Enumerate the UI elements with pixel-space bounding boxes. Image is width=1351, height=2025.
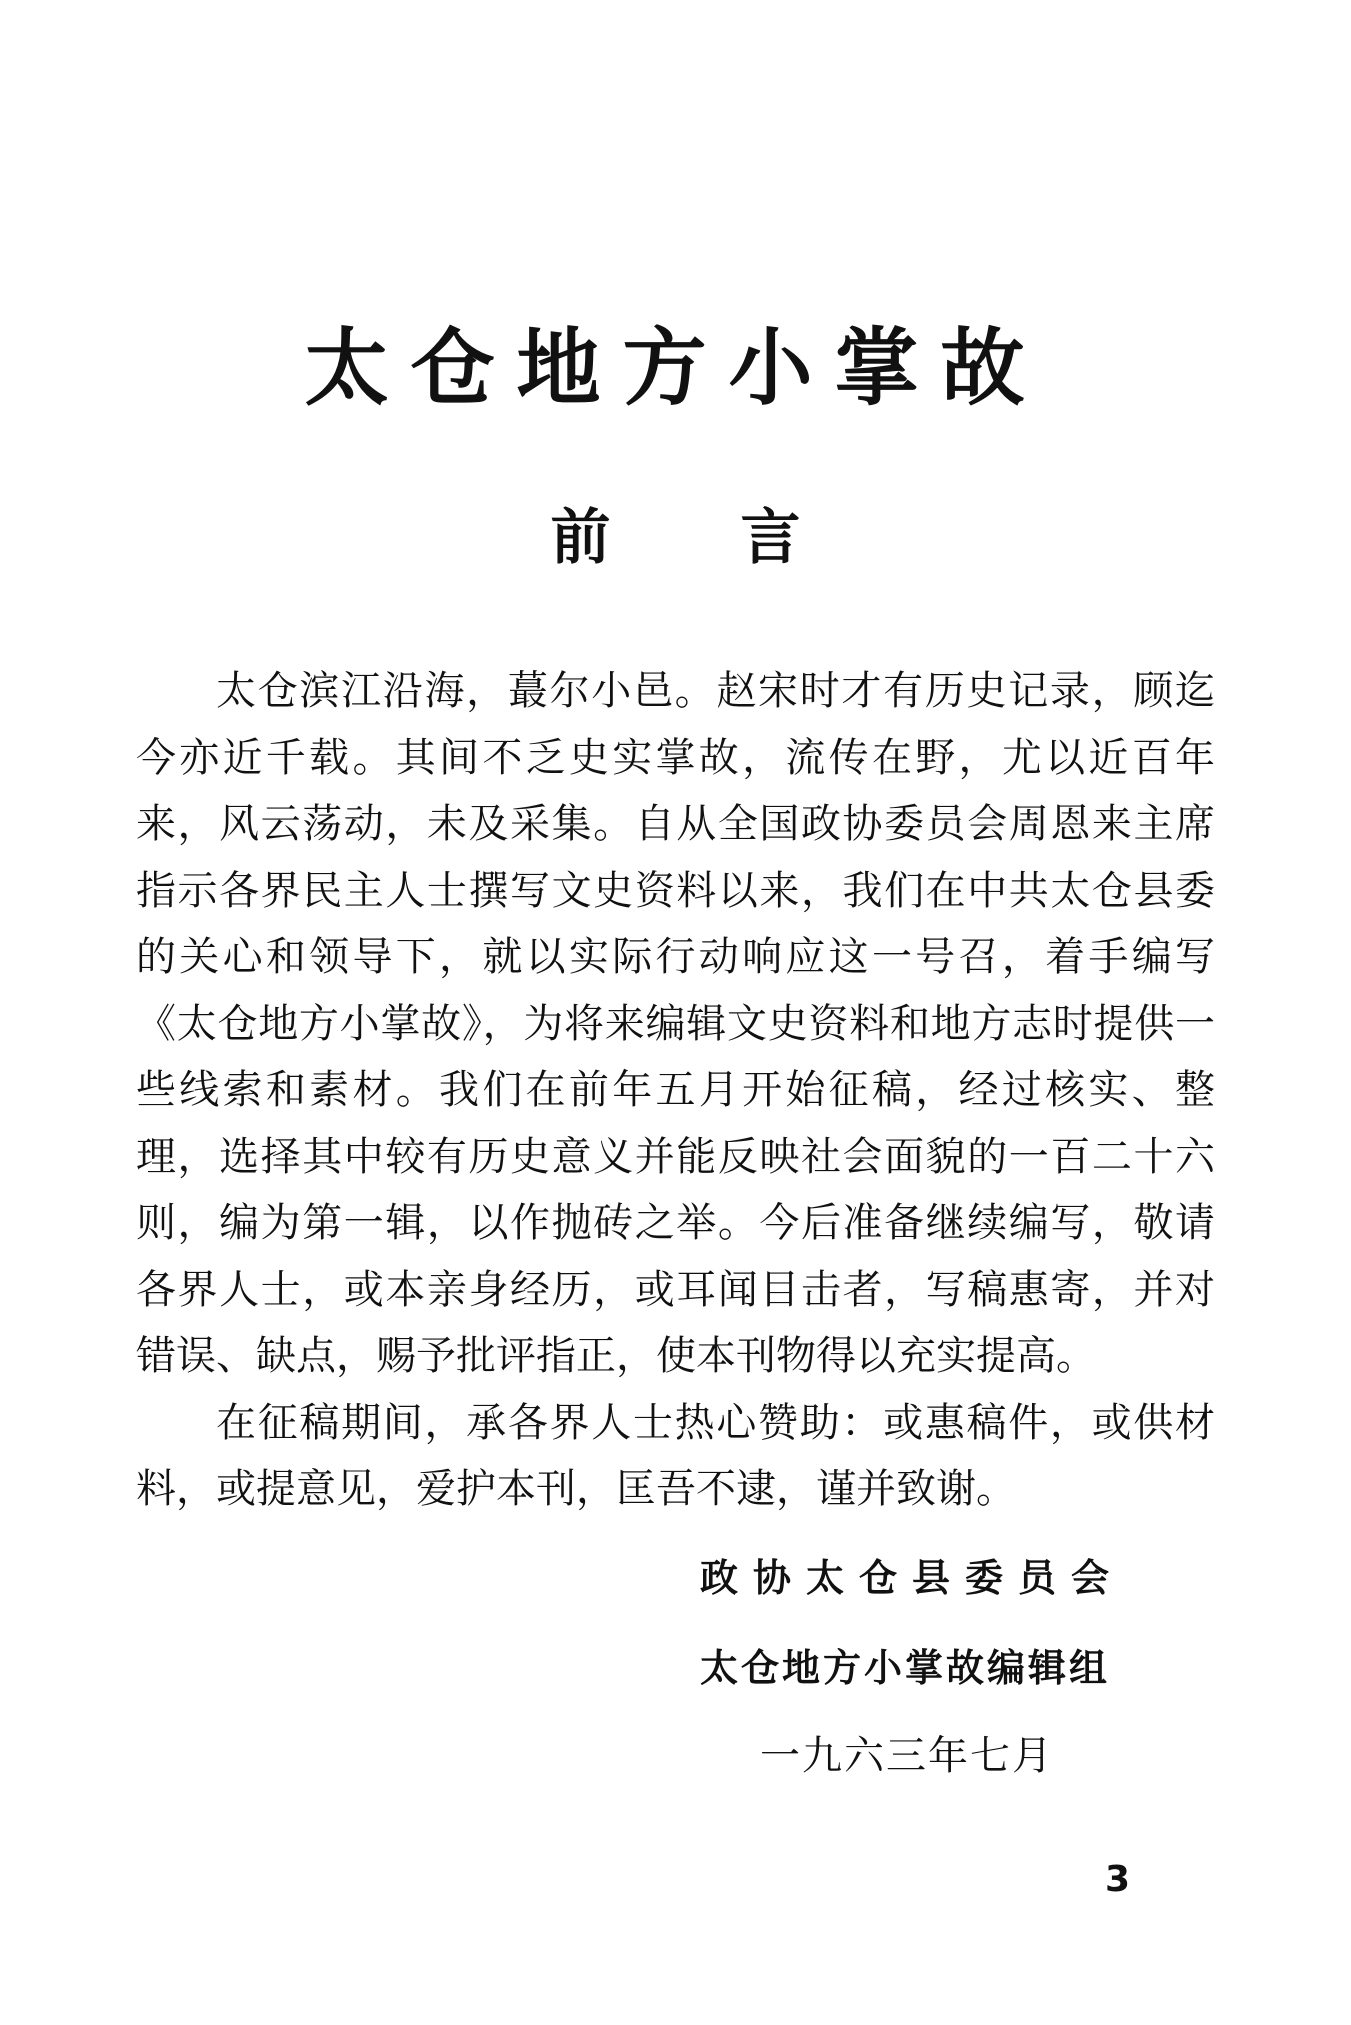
signature-editorial-group: 太仓地方小掌故编辑组 (700, 1646, 1111, 1690)
signature-date: 一九六三年七月 (760, 1733, 1054, 1779)
book-title: 太仓地方小掌故 (304, 319, 1047, 417)
page-number: 3 (1105, 1859, 1131, 1900)
section-title-char-1: 前 (550, 503, 611, 573)
section-title-char-2: 言 (740, 503, 801, 573)
section-title (0, 498, 1351, 578)
preface-body (136, 658, 1215, 1523)
signature-organization: 政协太仓县委员会 (700, 1556, 1125, 1600)
preface-paragraph-2: 在征稿期间，承各界人士热心赞助：或惠稿件，或供材料，或提意见，爱护本刊，匡吾不逮，谨并致谢。 (136, 1399, 1215, 1512)
preface-paragraph-1: 太仓滨江沿海，蕞尔小邑。赵宋时才有历史记录，顾迄今亦近千载。其间不乏史实掌故，流传在野，尤以近百年来，风云荡动，未及采集。自从全国政协委员会周恩来主席指示各界民主人士撰写文史资料以来，我们在中共太仓县委的关心和领导下，就以实际行动响应这一号召，着手编写《太仓地方小掌故》，为将来编辑文史资料和地方志时提供一些线索和素材。我们在前年五月开始征稿，经过核实、整理，选择其中较有历史意义并能反映社会面貌的一百二十六则，编为第一辑，以作抛砖之举。今后准备继续编写，敬请各界人士，或本亲身经历，或耳闻目击者，写稿惠寄，并对错误、缺点，赐予批评指正，使本刊物得以充实提高。 (136, 668, 1215, 1379)
